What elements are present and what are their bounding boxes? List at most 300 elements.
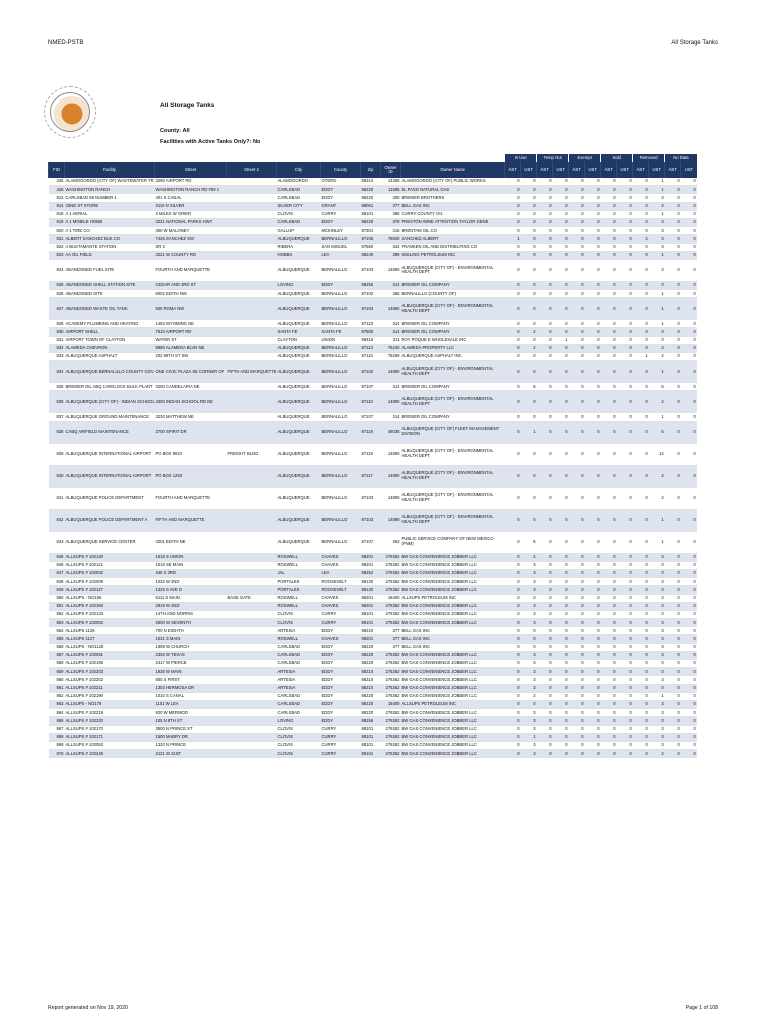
cell-tank-count: 0 <box>633 202 649 210</box>
cell-facility: ABANDONED WASTE OIL TANK <box>65 298 155 320</box>
cell-tank-count: 0 <box>505 561 521 569</box>
cell-tank-count: 3 <box>649 578 665 586</box>
cell-tank-count: 0 <box>601 465 617 487</box>
cell-tank-count: 0 <box>617 320 633 328</box>
cell-tank-count: 0 <box>553 235 569 243</box>
report-title: All Storage Tanks <box>160 102 215 109</box>
cell-tank-count: 0 <box>681 733 697 741</box>
cell-street: PO BOX 1293 <box>155 465 227 487</box>
cell-tank-count: 1 <box>649 692 665 700</box>
cell-city: LOVING <box>277 717 321 725</box>
cell-tank-count: 3 <box>649 635 665 643</box>
cell-owner: BW GAS CONVENIENCE JOBBER LLC <box>401 750 505 758</box>
cell-owner-id: 276362 <box>381 684 401 692</box>
cell-tank-count: 0 <box>681 635 697 643</box>
cell-tank-count: 0 <box>601 709 617 717</box>
cell-tank-count: 0 <box>553 413 569 421</box>
cell-city: CLAYTON <box>277 336 321 344</box>
cell-street: 105 N 8TH ST <box>155 717 227 725</box>
cell-fid: 830 <box>49 328 65 336</box>
cell-tank-count: 1 <box>649 210 665 218</box>
cell-owner-id: 314 <box>381 328 401 336</box>
cell-street: 14TH AND NORRIS <box>155 610 227 618</box>
cell-zip: 87107 <box>361 383 381 391</box>
cell-owner-id: 14890 <box>381 443 401 465</box>
cell-tank-count: 0 <box>505 553 521 561</box>
cell-tank-count: 0 <box>537 709 553 717</box>
cell-tank-count: 0 <box>633 651 649 659</box>
cell-tank-count: 0 <box>665 668 681 676</box>
cell-owner-id: 377 <box>381 627 401 635</box>
cell-zip: 87117 <box>361 465 381 487</box>
cell-tank-count: 0 <box>617 487 633 509</box>
cell-tank-count: 0 <box>505 594 521 602</box>
cell-tank-count: 0 <box>569 709 585 717</box>
cell-tank-count: 0 <box>505 259 521 281</box>
cell-tank-count: 0 <box>649 281 665 289</box>
cell-tank-count: 0 <box>569 243 585 251</box>
cell-tank-count: 1 <box>633 353 649 361</box>
cell-owner-id: 14890 <box>381 259 401 281</box>
cell-tank-count: 0 <box>633 750 649 758</box>
cell-tank-count: 0 <box>537 383 553 391</box>
cell-tank-count: 0 <box>585 413 601 421</box>
cell-owner: BW GAS CONVENIENCE JOBBER LLC <box>401 668 505 676</box>
cell-city: ALBUQUERQUE <box>277 509 321 531</box>
cell-tank-count: 0 <box>585 725 601 733</box>
cell-tank-count: 0 <box>681 320 697 328</box>
cell-zip: 88101 <box>361 733 381 741</box>
cell-tank-count: 2 <box>649 487 665 509</box>
cell-tank-count: 1 <box>649 413 665 421</box>
cell-tank-count: 3 <box>521 619 537 627</box>
cell-street: 1325 S AVE D <box>155 586 227 594</box>
cell-fid: 814 <box>49 202 65 210</box>
cell-fid: 861 <box>49 684 65 692</box>
cell-city: ROSWELL <box>277 602 321 610</box>
cell-tank-count: 0 <box>633 668 649 676</box>
cell-tank-count: 0 <box>617 531 633 553</box>
cell-facility: ALBUQUERQUE GROUND MAINTENANCE <box>65 413 155 421</box>
cell-owner: BELL GAS INC <box>401 635 505 643</box>
table-row <box>49 509 697 531</box>
cell-county: CHAVES <box>321 602 361 610</box>
cell-tank-count: 0 <box>617 676 633 684</box>
cell-tank-count: 0 <box>505 361 521 383</box>
cell-tank-count: 3 <box>649 725 665 733</box>
cell-tank-count: 0 <box>665 709 681 717</box>
cell-tank-count: 0 <box>569 741 585 749</box>
cell-fid: 826 <box>49 290 65 298</box>
cell-tank-count: 0 <box>665 684 681 692</box>
cell-tank-count: 3 <box>649 259 665 281</box>
cell-tank-count: 0 <box>665 594 681 602</box>
cell-tank-count: 0 <box>665 733 681 741</box>
cell-owner: BREWER OIL COMPANY <box>401 281 505 289</box>
cell-tank-count: 0 <box>681 651 697 659</box>
cell-tank-count: 0 <box>633 578 649 586</box>
cell-tank-count: 3 <box>649 733 665 741</box>
cell-facility: AIRPORT SHELL <box>65 328 155 336</box>
cell-tank-count: 0 <box>569 750 585 758</box>
cell-facility: ALLSUPS # 102127 <box>65 586 155 594</box>
cell-city: ALBUQUERQUE <box>277 465 321 487</box>
cell-owner-id: 16400 <box>381 594 401 602</box>
cell-tank-count: 3 <box>521 651 537 659</box>
cell-tank-count: 0 <box>601 243 617 251</box>
cell-street: 3200 CANDELARIA NE <box>155 383 227 391</box>
cell-owner: SANCHEZ ALBERT <box>401 235 505 243</box>
cell-tank-count: 0 <box>681 391 697 413</box>
cell-tank-count: 0 <box>601 700 617 708</box>
cell-owner-id: 276362 <box>381 553 401 561</box>
cell-tank-count: 0 <box>681 684 697 692</box>
cell-street2 <box>227 487 277 509</box>
group-header-removed: Removed <box>633 154 665 162</box>
cell-tank-count: 0 <box>617 725 633 733</box>
cell-tank-count: 0 <box>569 692 585 700</box>
cell-tank-count: 3 <box>649 243 665 251</box>
cell-owner: ALBUQUERQUE (CITY OF) - ENVIRONMENTAL HEALTH DEPT <box>401 509 505 531</box>
cell-zip: 88101 <box>361 619 381 627</box>
column-header: UST <box>553 162 569 178</box>
cell-tank-count: 0 <box>617 298 633 320</box>
cell-tank-count: 0 <box>665 328 681 336</box>
cell-tank-count: 0 <box>601 320 617 328</box>
cell-tank-count: 0 <box>505 741 521 749</box>
cell-street2 <box>227 643 277 651</box>
footer-page-number: Page 1 of 108 <box>685 1005 718 1011</box>
cell-tank-count: 1 <box>553 336 569 344</box>
cell-owner-id: 377 <box>381 643 401 651</box>
cell-tank-count: 2 <box>521 553 537 561</box>
cell-street: 7426 SANCHEZ SW <box>155 235 227 243</box>
cell-owner-id: 75620 <box>381 235 401 243</box>
cell-street2 <box>227 210 277 218</box>
cell-owner-id: 276362 <box>381 709 401 717</box>
cell-zip: 87103 <box>361 509 381 531</box>
cell-tank-count: 0 <box>585 717 601 725</box>
cell-fid: 860 <box>49 676 65 684</box>
cell-tank-count: 0 <box>681 668 697 676</box>
cell-street2 <box>227 700 277 708</box>
cell-facility: ALBUQUERQUE INTERNATIONAL AIRPORT <box>65 443 155 465</box>
cell-tank-count: 0 <box>569 619 585 627</box>
cell-facility: WASHINGTON RANCH <box>65 186 155 194</box>
cell-tank-count: 0 <box>505 251 521 259</box>
cell-street: 800 S FIRST <box>155 676 227 684</box>
cell-tank-count: 0 <box>601 413 617 421</box>
cell-zip: 88210 <box>361 627 381 635</box>
cell-tank-count: 0 <box>537 619 553 627</box>
cell-street2 <box>227 668 277 676</box>
cell-tank-count: 14 <box>649 443 665 465</box>
cell-tank-count: 0 <box>681 586 697 594</box>
cell-tank-count: 0 <box>585 651 601 659</box>
cell-tank-count: 0 <box>601 336 617 344</box>
cell-tank-count: 0 <box>505 243 521 251</box>
cell-street: 1101 W LEA <box>155 700 227 708</box>
cell-zip: 88240 <box>361 251 381 259</box>
cell-owner: BW GAS CONVENIENCE JOBBER LLC <box>401 733 505 741</box>
cell-tank-count: 0 <box>553 561 569 569</box>
column-header: UST <box>521 162 537 178</box>
cell-tank-count: 0 <box>585 259 601 281</box>
cell-street: 445 S 3RD <box>155 569 227 577</box>
cell-tank-count: 0 <box>521 298 537 320</box>
cell-street2 <box>227 320 277 328</box>
cell-owner-id: 276362 <box>381 651 401 659</box>
cell-tank-count: 0 <box>665 210 681 218</box>
cell-owner-id: 314 <box>381 383 401 391</box>
cell-tank-count: 0 <box>617 443 633 465</box>
cell-owner-id: 14308 <box>381 178 401 186</box>
cell-tank-count: 0 <box>585 218 601 226</box>
cell-tank-count: 0 <box>553 660 569 668</box>
cell-tank-count: 0 <box>585 235 601 243</box>
table-row <box>49 668 697 676</box>
cell-fid: 819 <box>49 218 65 226</box>
cell-street2 <box>227 709 277 717</box>
cell-county: UNION <box>321 336 361 344</box>
cell-fid: 854 <box>49 627 65 635</box>
table-row <box>49 186 697 194</box>
column-header-row <box>49 162 697 178</box>
cell-county: CHAVES <box>321 594 361 602</box>
cell-street2 <box>227 676 277 684</box>
cell-tank-count: 0 <box>681 353 697 361</box>
cell-facility: ALLSUPS # 102160 <box>65 602 155 610</box>
cell-tank-count: 0 <box>681 676 697 684</box>
cell-tank-count: 0 <box>681 336 697 344</box>
cell-tank-count: 0 <box>617 635 633 643</box>
cell-street2 <box>227 235 277 243</box>
table-row <box>49 700 697 708</box>
table-row <box>49 553 697 561</box>
cell-tank-count: 0 <box>537 421 553 443</box>
cell-tank-count: 1 <box>649 320 665 328</box>
table-row <box>49 344 697 352</box>
cell-tank-count: 0 <box>617 586 633 594</box>
cell-tank-count: 0 <box>553 643 569 651</box>
cell-zip: 88201 <box>361 561 381 569</box>
cell-street: 5980 ALAMEDA BLVD NE <box>155 344 227 352</box>
cell-city: ALBUQUERQUE <box>277 361 321 383</box>
cell-tank-count: 0 <box>585 328 601 336</box>
cell-tank-count: 1 <box>649 298 665 320</box>
cell-owner-id: 314 <box>381 320 401 328</box>
cell-facility: AIRPORT TOWN OF CLAYTON <box>65 336 155 344</box>
cell-street2 <box>227 259 277 281</box>
cell-owner: BW GAS CONVENIENCE JOBBER LLC <box>401 602 505 610</box>
cell-tank-count: 0 <box>633 709 649 717</box>
cell-street: 700 N EIGHTH <box>155 627 227 635</box>
cell-street2 <box>227 509 277 531</box>
cell-tank-count: 1 <box>649 251 665 259</box>
cell-tank-count: 0 <box>521 202 537 210</box>
cell-facility: ALLSUPS # 102120 <box>65 553 155 561</box>
table-row <box>49 320 697 328</box>
cell-tank-count: 0 <box>665 421 681 443</box>
cell-county: BERNALILLO <box>321 391 361 413</box>
cell-owner: BW GAS CONVENIENCE JOBBER LLC <box>401 717 505 725</box>
cell-owner: BW GAS CONVENIENCE JOBBER LLC <box>401 660 505 668</box>
column-header: FID <box>49 162 65 178</box>
cell-tank-count: 0 <box>537 733 553 741</box>
group-header-sold: Sold <box>601 154 633 162</box>
cell-tank-count: 0 <box>553 668 569 676</box>
cell-zip: 88256 <box>361 717 381 725</box>
cell-tank-count: 0 <box>665 202 681 210</box>
cell-tank-count: 0 <box>553 227 569 235</box>
cell-facility: ALLSUPS 1126 <box>65 627 155 635</box>
cell-tank-count: 0 <box>505 194 521 202</box>
cell-tank-count: 0 <box>537 594 553 602</box>
cell-tank-count: 3 <box>521 676 537 684</box>
cell-tank-count: 0 <box>569 561 585 569</box>
cell-tank-count: 0 <box>553 684 569 692</box>
cell-owner: FRANKEN OIL AND DISTRIBUTING CO <box>401 243 505 251</box>
cell-owner: BW GAS CONVENIENCE JOBBER LLC <box>401 684 505 692</box>
cell-tank-count: 0 <box>649 328 665 336</box>
cell-tank-count: 3 <box>649 227 665 235</box>
cell-tank-count: 3 <box>521 569 537 577</box>
cell-tank-count: 0 <box>585 594 601 602</box>
cell-tank-count: 0 <box>585 298 601 320</box>
cell-owner-id: 276362 <box>381 602 401 610</box>
cell-city: ALBUQUERQUE <box>277 531 321 553</box>
cell-county: EDDY <box>321 700 361 708</box>
cell-tank-count: 0 <box>521 194 537 202</box>
cell-tank-count: 0 <box>681 594 697 602</box>
cell-tank-count: 0 <box>537 741 553 749</box>
cell-zip: 88220 <box>361 700 381 708</box>
cell-tank-count: 0 <box>553 569 569 577</box>
storage-tanks-table-container <box>48 154 696 758</box>
cell-tank-count: 0 <box>633 700 649 708</box>
group-header-temp-out: Temp Out <box>537 154 569 162</box>
cell-tank-count: 0 <box>505 717 521 725</box>
cell-street: 1453 WYOMING NE <box>155 320 227 328</box>
cell-tank-count: 0 <box>537 561 553 569</box>
cell-tank-count: 3 <box>521 709 537 717</box>
cell-street2 <box>227 178 277 186</box>
cell-street: 1021 S MAIN <box>155 635 227 643</box>
cell-tank-count: 0 <box>617 413 633 421</box>
cell-facility: A 1 TIRE CO <box>65 227 155 235</box>
cell-tank-count: 0 <box>681 717 697 725</box>
cell-tank-count: 0 <box>569 651 585 659</box>
cell-tank-count: 2 <box>649 750 665 758</box>
cell-tank-count: 0 <box>633 383 649 391</box>
cell-city: CARLSBAD <box>277 651 321 659</box>
cell-tank-count: 0 <box>633 692 649 700</box>
cell-facility: ALLSUPS # 102091 <box>65 651 155 659</box>
cell-city: ALBUQUERQUE <box>277 259 321 281</box>
cell-tank-count: 0 <box>505 586 521 594</box>
cell-city: CLOVIS <box>277 210 321 218</box>
cell-owner: BW GAS CONVENIENCE JOBBER LLC <box>401 610 505 618</box>
cell-tank-count: 0 <box>569 717 585 725</box>
cell-tank-count: 3 <box>521 610 537 618</box>
cell-facility: ALBUQUERQUE SERVICE CENTER <box>65 531 155 553</box>
cell-tank-count: 0 <box>633 281 649 289</box>
cell-owner-id: 276362 <box>381 660 401 668</box>
cell-tank-count: 0 <box>601 733 617 741</box>
cell-city: ARTESIA <box>277 668 321 676</box>
cell-owner-id: 379 <box>381 218 401 226</box>
column-header: Street <box>155 162 227 178</box>
cell-zip: 88310 <box>361 178 381 186</box>
group-header-spacer <box>49 154 505 162</box>
cell-tank-count: 0 <box>585 619 601 627</box>
table-row <box>49 569 697 577</box>
cell-tank-count: 0 <box>537 610 553 618</box>
cell-tank-count: 3 <box>521 660 537 668</box>
cell-tank-count: 0 <box>681 709 697 717</box>
cell-street2 <box>227 553 277 561</box>
cell-tank-count: 0 <box>569 391 585 413</box>
cell-tank-count: 0 <box>681 259 697 281</box>
cell-tank-count: 3 <box>649 651 665 659</box>
cell-tank-count: 0 <box>585 320 601 328</box>
cell-tank-count: 0 <box>633 509 649 531</box>
cell-street2 <box>227 610 277 618</box>
cell-tank-count: 0 <box>681 660 697 668</box>
cell-county: CURRY <box>321 619 361 627</box>
column-header: Zip <box>361 162 381 178</box>
cell-tank-count: 0 <box>585 660 601 668</box>
cell-tank-count: 0 <box>569 725 585 733</box>
cell-owner: BW GAS CONVENIENCE JOBBER LLC <box>401 676 505 684</box>
cell-tank-count: 0 <box>537 602 553 610</box>
table-row <box>49 361 697 383</box>
cell-fid: 867 <box>49 725 65 733</box>
cell-street2 <box>227 561 277 569</box>
cell-county: EDDY <box>321 186 361 194</box>
cell-fid: 857 <box>49 651 65 659</box>
cell-owner: ALBUQUERQUE (CITY OF) FLEET MANAGEMENT DIVISION <box>401 421 505 443</box>
group-header-exempt: Exempt <box>569 154 601 162</box>
cell-owner: BELL GAS INC <box>401 627 505 635</box>
cell-tank-count: 0 <box>617 610 633 618</box>
cell-tank-count: 0 <box>505 676 521 684</box>
table-row <box>49 602 697 610</box>
cell-fid: 847 <box>49 569 65 577</box>
cell-tank-count: 0 <box>505 391 521 413</box>
cell-tank-count: 1 <box>649 509 665 531</box>
cell-tank-count: 0 <box>601 391 617 413</box>
cell-tank-count: 0 <box>633 210 649 218</box>
cell-tank-count: 0 <box>537 651 553 659</box>
storage-tanks-table <box>48 154 697 758</box>
cell-tank-count: 0 <box>537 635 553 643</box>
cell-tank-count: 0 <box>521 509 537 531</box>
page-header-right: All Storage Tanks <box>671 40 718 46</box>
cell-zip: 87110 <box>361 391 381 413</box>
cell-tank-count: 0 <box>617 692 633 700</box>
cell-owner: ALLSUPS PETROLEUM INC <box>401 700 505 708</box>
cell-tank-count: 0 <box>681 627 697 635</box>
cell-facility: ALLSUPS # 102121 <box>65 561 155 569</box>
cell-tank-count: 3 <box>521 602 537 610</box>
cell-tank-count: 0 <box>681 741 697 749</box>
cell-facility: A 1 MOBILE HOME <box>65 218 155 226</box>
cell-owner-id: 276362 <box>381 619 401 627</box>
cell-tank-count: 0 <box>665 344 681 352</box>
column-header: AST <box>665 162 681 178</box>
cell-owner: BW GAS CONVENIENCE JOBBER LLC <box>401 651 505 659</box>
